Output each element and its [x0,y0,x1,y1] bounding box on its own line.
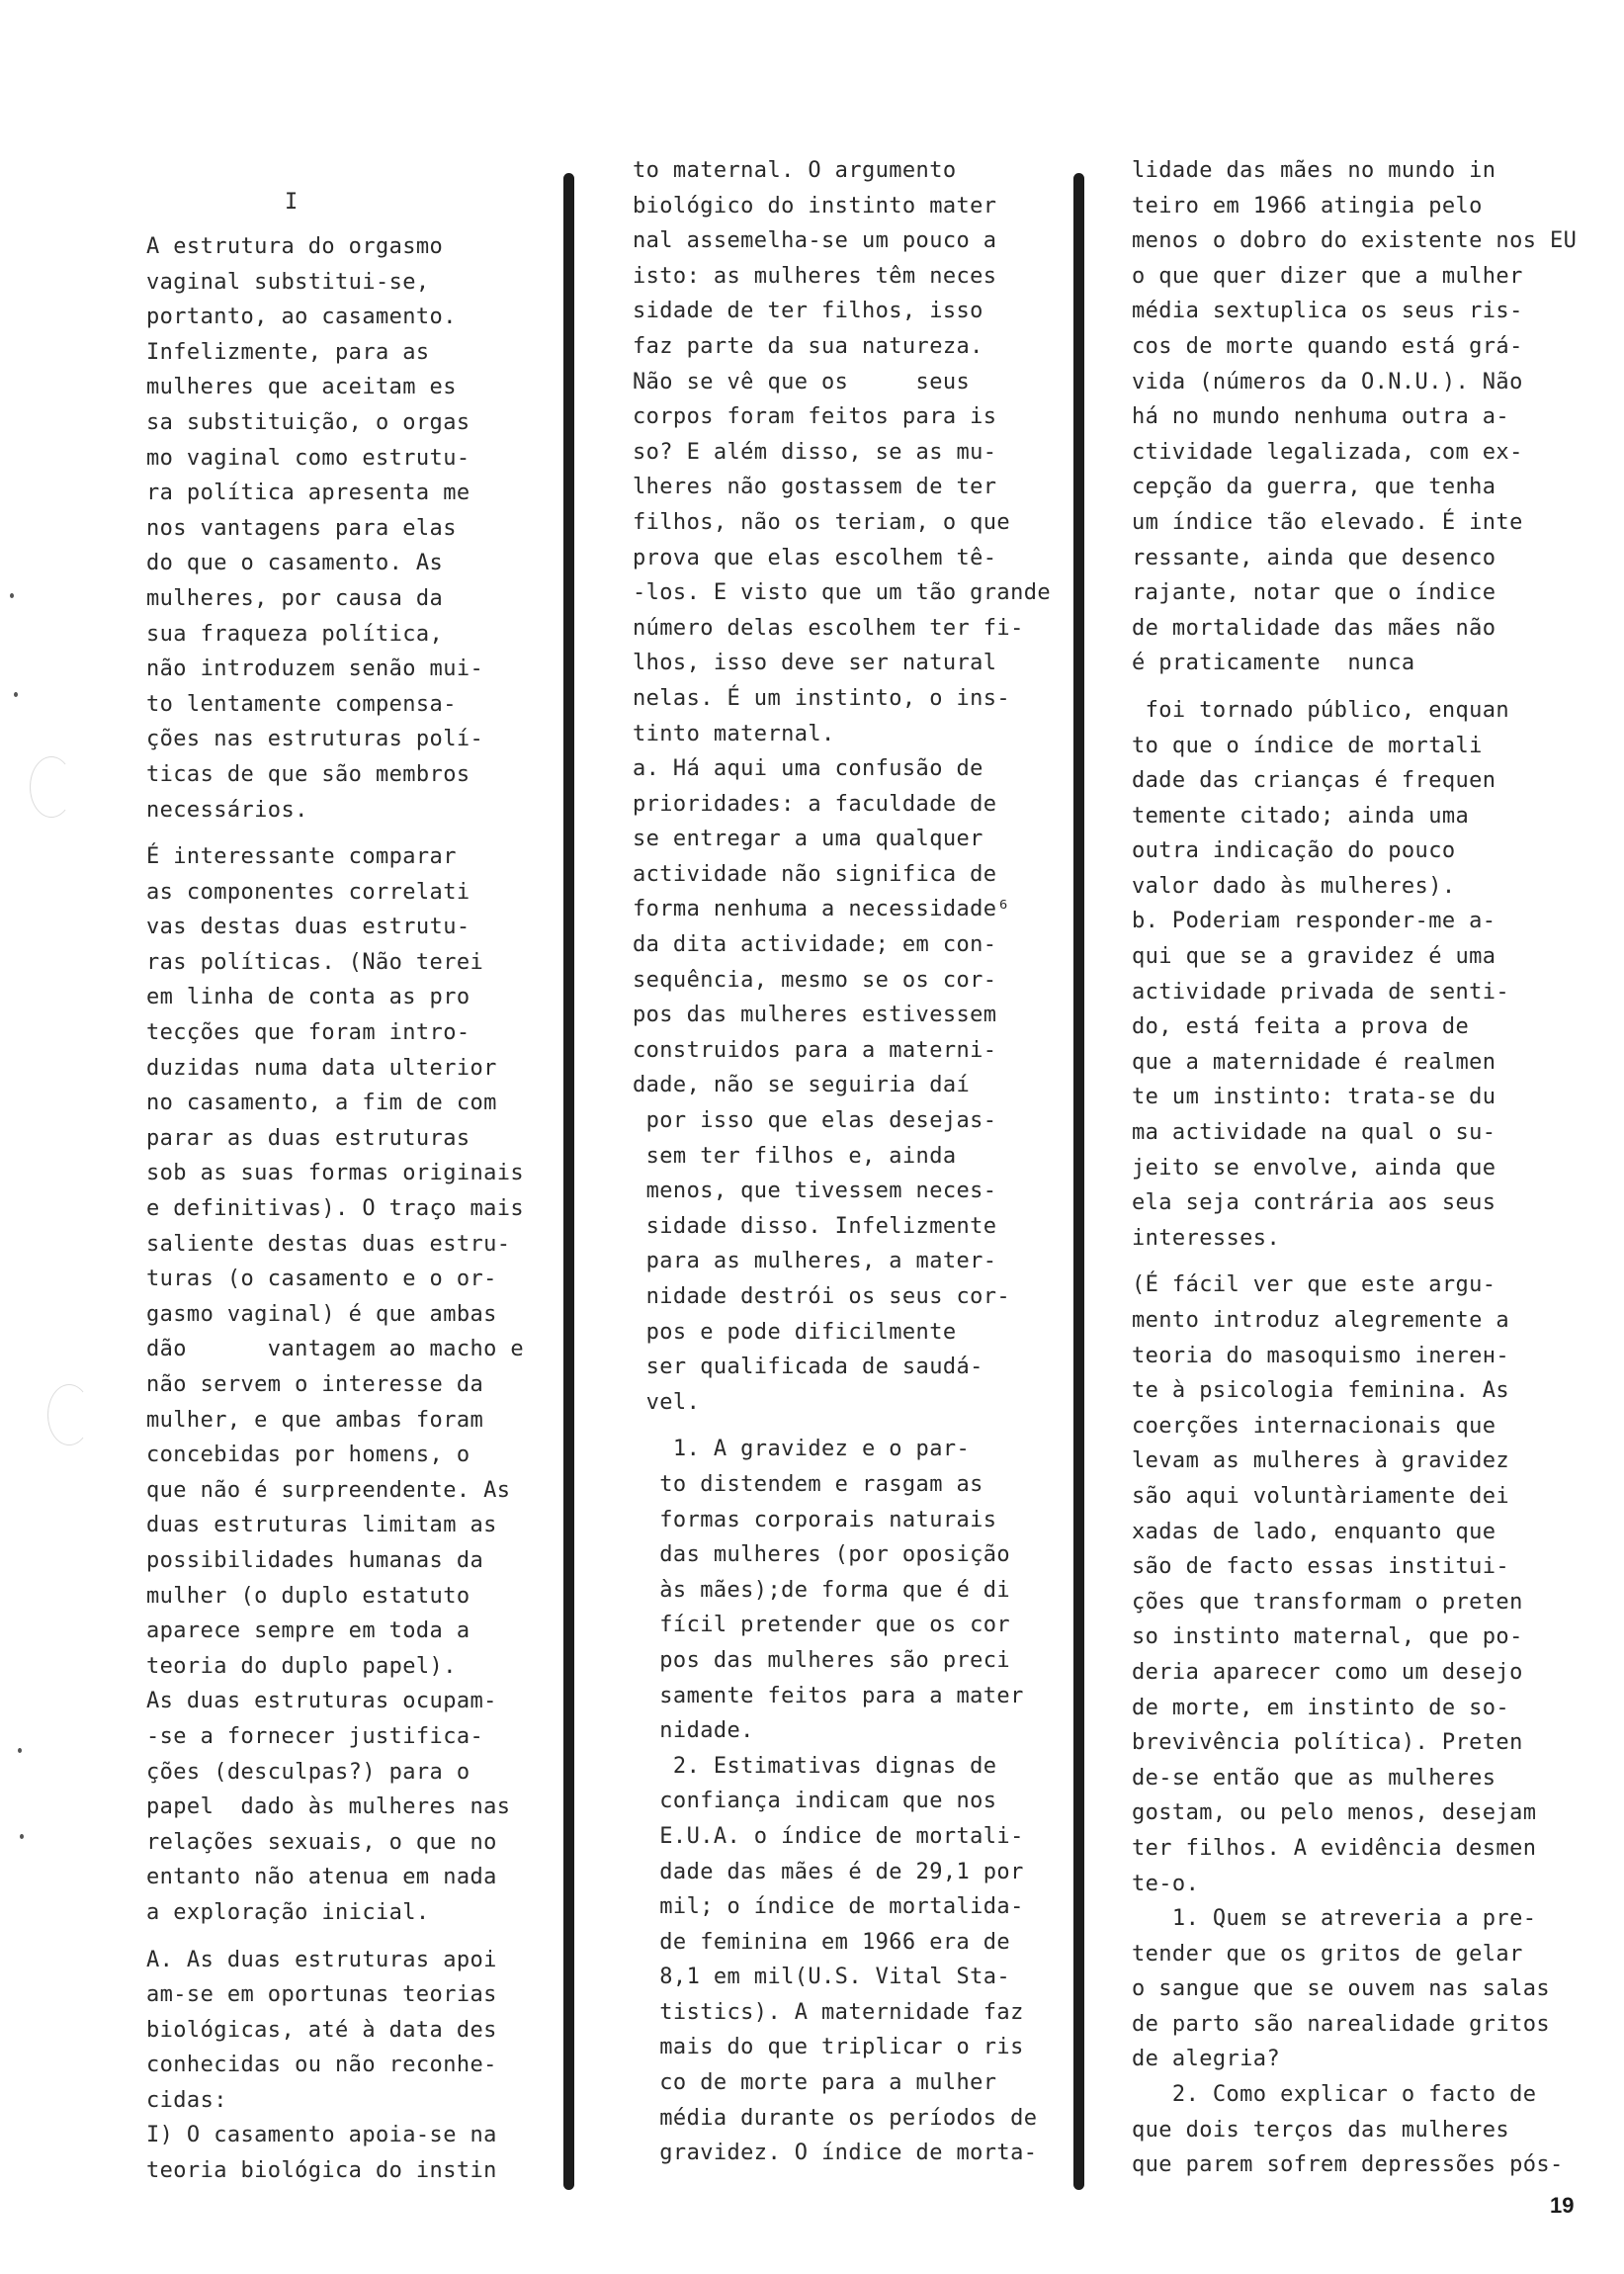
text-line: A estrutura do orgasmo [146,234,444,259]
text-line: to lentamente compensa- [146,691,457,717]
text-line: ma actividade na qual o su- [1132,1120,1496,1146]
text-line: dade, não se seguiria daí [633,1073,971,1098]
text-line: mulher (o duplo estatuto [146,1583,470,1609]
text-line: -se a fornecer justifica- [146,1723,484,1749]
text-line: (É fácil ver que este argu- [1132,1272,1496,1298]
text-line: a exploração inicial. [146,1899,430,1925]
text-line: 8,1 em mil(U.S. Vital Sta- [633,1965,1011,1990]
text-line: to que o índice de mortali [1132,733,1483,758]
text-line: cos de morte quando está grá- [1132,333,1523,359]
scan-speck [18,1748,22,1753]
text-line: duzidas numa data ulterior [146,1055,497,1081]
text-line: to distendem e rasgam as [633,1471,983,1497]
paragraph-gap [633,1420,1068,1432]
text-line: tinto maternal. [633,721,835,746]
text-line: no casamento, a fim de com [146,1091,497,1116]
text-line: não servem o interesse da [146,1372,484,1397]
text-line: deria aparecer como um desejo [1132,1659,1523,1685]
paragraph-gap [146,828,561,839]
text-line: mo vaginal como estrutu- [146,445,470,471]
text-line: corpos foram feitos para is [633,404,997,430]
text-line: te à psicologia feminina. As [1132,1378,1510,1404]
paragraph-gap [1132,1256,1567,1268]
text-line: interesses. [1132,1225,1281,1251]
text-line: so? E além disso, se as mu- [633,439,997,465]
text-line: lhos, isso deve ser natural [633,651,997,676]
text-line: -los. E visto que um tão grande [633,580,1051,606]
scan-speck [14,692,18,697]
text-line: co de morte para a mulher [633,2070,997,2096]
text-line: 2. Como explicar o facto de [1132,2082,1537,2108]
text-line: das mulheres (por oposição [633,1542,1011,1568]
text-line: aparece sempre em toda a [146,1618,470,1644]
text-line: coerções internacionais que [1132,1413,1496,1439]
text-line: do, está feita a prova de [1132,1014,1470,1040]
text-line: menos, que tivessem neces- [633,1179,997,1204]
text-line: do que o casamento. As [146,551,444,576]
text-line: fícil pretender que os cor [633,1613,1011,1638]
text-line: vida (números da O.N.U.). Não [1132,369,1523,394]
text-line: ser qualificada de saudá- [633,1355,983,1380]
text-line: de mortalidade das mães não [1132,615,1496,641]
text-line: para as mulheres, a mater- [633,1249,997,1274]
text-line: mais do que triplicar o ris [633,2035,1024,2060]
text-line: foi tornado público, enquan [1132,697,1510,723]
text-line: tecções que foram intro- [146,1020,470,1046]
text-line: em linha de conta as pro [146,985,470,1010]
text-line: pos das mulheres estivessem [633,1003,997,1028]
text-line: conhecidas ou não reconhe- [146,2053,497,2078]
text-line: ctividade legalizada, com ex- [1132,439,1523,465]
text-line: temente citado; ainda uma [1132,803,1470,829]
text-line: de alegria? [1132,2047,1281,2072]
text-line: 1. A gravidez e o par- [633,1437,971,1462]
scan-speck [10,593,14,598]
text-line: cepção da guerra, que tenha [1132,475,1496,500]
text-line: ras políticas. (Não terei [146,949,484,975]
text-line: vaginal substitui-se, [146,269,430,295]
text-line: da dita actividade; em con- [633,932,997,958]
text-line: gravidez. O índice de morta- [633,2141,1038,2166]
text-line: de feminina em 1966 era de [633,1929,1011,1955]
text-line: I) O casamento apoia-se na [146,2123,497,2148]
text-line: filhos, não os teriam, o que [633,509,1011,535]
text-line: teoria biológica do instin [146,2158,497,2184]
text-line: entanto não atenua em nada [146,1865,497,1890]
text-line: tender que os gritos de gelar [1132,1941,1523,1967]
text-line: lidade das mães no mundo in [1132,158,1496,183]
section-numeral: I [285,190,299,215]
text-line: número delas escolhem ter fi- [633,615,1024,641]
text-line: biológicas, até à data des [146,2017,497,2043]
text-line: relações sexuais, o que no [146,1829,497,1855]
text-line: sem ter filhos e, ainda [633,1143,957,1169]
text-line: necessários. [146,797,308,823]
text-line: samente feitos para a mater [633,1683,1024,1708]
text-line: duas estruturas limitam as [146,1513,497,1538]
text-line: ter filhos. A evidência desmen [1132,1835,1537,1861]
text-line: mulheres, por causa da [146,585,444,611]
text-line: nidade. [633,1718,754,1744]
text-line: rajante, notar que o índice [1132,580,1496,606]
text-line: menos o dobro do existente nos EU [1132,228,1578,254]
text-line: papel dado às mulheres nas [146,1794,511,1820]
text-column-3 [1132,153,1578,2183]
text-line: As duas estruturas ocupam- [146,1689,497,1714]
text-line: forma nenhuma a necessidade⁶ [633,897,1011,922]
text-line: gostam, ou pelo menos, desejam [1132,1800,1537,1826]
text-line: brevivência política). Preten [1132,1730,1523,1756]
text-line: prioridades: a faculdade de [633,791,997,817]
text-line: nelas. É um instinto, o ins- [633,685,1011,711]
paragraph-gap [146,1931,561,1943]
text-line: 2. Estimativas dignas de [633,1753,997,1779]
text-line: ções nas estruturas polí- [146,727,484,752]
text-line: biológico do instinto mater [633,193,997,219]
text-line: pos das mulheres são preci [633,1647,1011,1673]
text-line: por isso que elas desejas- [633,1108,997,1134]
text-line: é praticamente nunca [1132,651,1415,676]
text-column-1 [146,229,561,2189]
text-line: vel. [633,1389,701,1415]
text-line: Infelizmente, para as [146,339,430,365]
text-line: cidas: [146,2087,227,2113]
text-line: turas (o casamento e o or- [146,1267,497,1292]
column-divider [1073,173,1084,2190]
text-line: e definitivas). O traço mais [146,1196,525,1222]
text-line: E.U.A. o índice de mortali- [633,1823,1024,1849]
text-line: ressante, ainda que desenco [1132,545,1496,570]
text-line: sequência, mesmo se os cor- [633,967,997,993]
text-line: média durante os períodos de [633,2105,1038,2131]
text-line: que a maternidade é realmen [1132,1049,1496,1075]
text-line: há no mundo nenhuma outra a- [1132,404,1510,430]
text-line: sa substituição, o orgas [146,409,470,435]
text-line: dade das mães é de 29,1 por [633,1859,1024,1884]
scan-speck [20,1834,24,1839]
text-line: o sangue que se ouvem nas salas [1132,1976,1550,2002]
text-line: possibilidades humanas da [146,1547,484,1573]
text-line: isto: as mulheres têm neces [633,263,997,289]
text-line: teiro em 1966 atingia pelo [1132,193,1483,219]
text-line: ções (desculpas?) para o [146,1759,470,1785]
text-line: Não se vê que os seus [633,369,971,394]
text-line: mil; o índice de mortalida- [633,1894,1024,1920]
punch-hole [47,1384,91,1445]
text-line: gasmo vaginal) é que ambas [146,1301,497,1327]
text-line: de-se então que as mulheres [1132,1765,1496,1791]
column-divider [563,173,574,2190]
text-line: 1. Quem se atreveria a pre- [1132,1906,1537,1932]
text-line: outra indicação do pouco [1132,838,1456,864]
text-line: teoria do masoquismo inerен- [1132,1343,1510,1368]
text-line: sidade de ter filhos, isso [633,299,983,324]
text-line: ela seja contrária aos seus [1132,1190,1496,1216]
text-line: são de facto essas institui- [1132,1554,1510,1580]
text-line: são aqui voluntàriamente dei [1132,1483,1510,1509]
text-line: formas corporais naturais [633,1507,997,1532]
text-line: nal assemelha-se um pouco a [633,228,997,254]
text-line: É interessante comparar [146,844,457,870]
page-number: 19 [1550,2193,1575,2218]
text-line: não introduzem senão mui- [146,656,484,682]
text-line: de morte, em instinto de so- [1132,1695,1510,1720]
text-line: sob as suas formas originais [146,1161,525,1186]
text-column-2 [633,153,1068,2171]
text-line: te-o. [1132,1871,1200,1896]
text-line: ticas de que são membros [146,761,470,787]
text-line: valor dado às mulheres). [1132,873,1456,899]
text-line: portanto, ao casamento. [146,305,457,330]
text-line: dão vantagem ao macho e [146,1337,525,1362]
text-line: A. As duas estruturas apoi [146,1947,497,1972]
text-line: média sextuplica os seus ris- [1132,299,1523,324]
text-line: actividade privada de senti- [1132,979,1510,1005]
text-line: pos e pode dificilmente [633,1319,957,1345]
text-line: nos vantagens para elas [146,515,457,541]
punch-hole [30,756,73,818]
text-line: mulher, e que ambas foram [146,1407,484,1433]
text-line: tistics). A maternidade faz [633,1999,1024,2025]
text-line: mulheres que aceitam es [146,375,457,400]
text-line: às mães);de forma que é di [633,1577,1011,1603]
text-line: b. Poderiam responder-me a- [1132,909,1496,934]
text-line: actividade não significa de [633,861,997,887]
text-line: dade das crianças é frequen [1132,768,1496,794]
text-line: lheres não gostassem de ter [633,475,997,500]
text-line: a. Há aqui uma confusão de [633,756,983,782]
text-line: vas destas duas estrutu- [146,915,470,940]
text-line: teoria do duplo papel). [146,1653,457,1679]
text-line: am-se em oportunas teorias [146,1982,497,2008]
text-line: construidos para a materni- [633,1037,997,1063]
text-line: qui que se a gravidez é uma [1132,944,1496,970]
text-line: so instinto maternal, que po- [1132,1624,1523,1650]
text-line: concebidas por homens, o [146,1443,470,1468]
text-line: confiança indicam que nos [633,1789,997,1814]
text-line: levam as mulheres à gravidez [1132,1448,1510,1474]
text-line: de parto são narealidade gritos [1132,2011,1550,2037]
text-line: parar as duas estruturas [146,1125,470,1151]
text-line: que parem sofrem depressões pós- [1132,2152,1564,2178]
text-line: que não é surpreendente. As [146,1477,511,1503]
text-line: faz parte da sua natureza. [633,333,983,359]
text-line: to maternal. O argumento [633,158,957,183]
text-line: prova que elas escolhem tê- [633,545,997,570]
paragraph-gap [1132,681,1567,693]
text-line: que dois terços das mulheres [1132,2117,1510,2143]
text-line: jeito se envolve, ainda que [1132,1155,1496,1181]
text-line: te um instinto: trata-se du [1132,1085,1496,1110]
text-line: ra política apresenta me [146,481,470,506]
text-line: sua fraqueza política, [146,621,444,647]
text-line: saliente destas duas estru- [146,1231,511,1257]
text-line: nidade destrói os seus cor- [633,1284,1011,1309]
text-line: o que quer dizer que a mulher [1132,263,1523,289]
text-line: as componentes correlati [146,879,470,905]
text-line: um índice tão elevado. É inte [1132,509,1523,535]
text-line: xadas de lado, enquanto que [1132,1519,1496,1544]
text-line: mento introduz alegremente a [1132,1308,1510,1333]
text-line: sidade disso. Infelizmente [633,1213,997,1239]
text-line: se entregar a uma qualquer [633,827,983,852]
text-line: ções que transformam o preten [1132,1589,1523,1615]
